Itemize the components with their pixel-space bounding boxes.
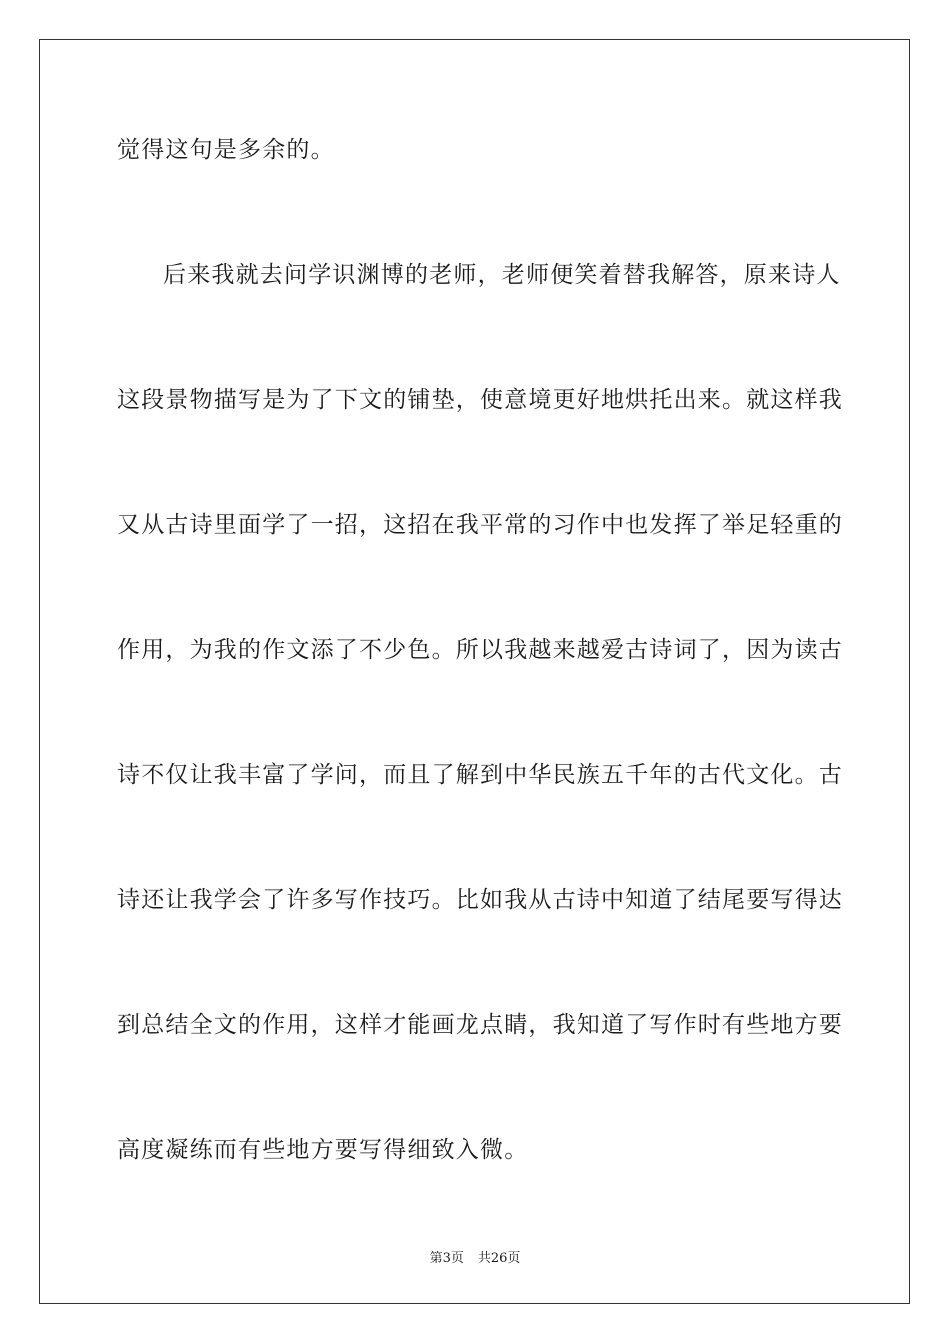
page-border	[39, 39, 910, 1304]
text-line-8: 到总结全文的作用，这样才能画龙点睛，我知道了写作时有些地方要	[117, 1012, 843, 1038]
text-line-4: 又从古诗里面学了一招，这招在我平常的习作中也发挥了举足轻重的	[117, 512, 843, 538]
page-footer	[0, 1247, 950, 1266]
text-line-7: 诗还让我学会了许多写作技巧。比如我从古诗中知道了结尾要写得达	[117, 887, 843, 913]
text-line-2: 后来我就去问学识渊博的老师，老师便笑着替我解答，原来诗人	[163, 262, 841, 288]
text-line-5: 作用，为我的作文添了不少色。所以我越来越爱古诗词了，因为读古	[117, 637, 843, 663]
text-line-9: 高度凝练而有些地方要写得细致入微。	[117, 1137, 529, 1163]
text-line-3: 这段景物描写是为了下文的铺垫，使意境更好地烘托出来。就这样我	[117, 387, 843, 413]
page-total: 共26页	[477, 1251, 521, 1266]
text-line-1: 觉得这句是多余的。	[117, 137, 335, 163]
text-line-6: 诗不仅让我丰富了学问，而且了解到中华民族五千年的古代文化。古	[117, 762, 843, 788]
page-number: 第3页	[429, 1251, 464, 1266]
